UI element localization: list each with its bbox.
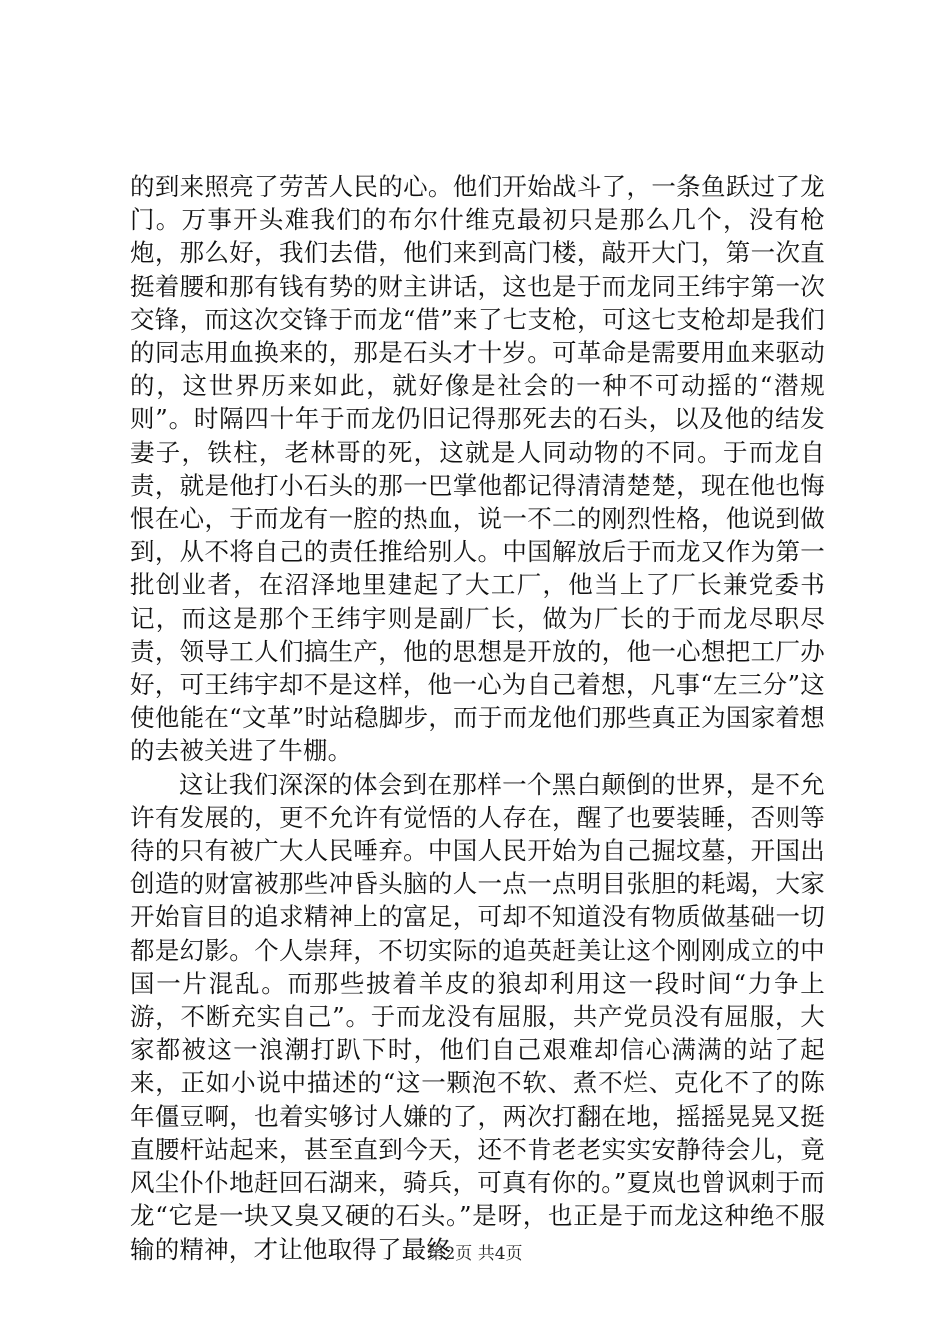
paragraph-2: 这让我们深深的体会到在那样一个黑白颠倒的世界，是不允许有发展的，更不允许有觉悟的人存在，醒了也要装睡，否则等待的只有被广大人民唾弃。中国人民开始为自己掘坟墓，开国出创造的财富被那些冲昏头脑的人一点一点明目张胆的耗竭，大家开始盲目的追求精神上的富足，可却不知道没有物质做基础一切都是幻影。个人崇拜，不切实际的追英赶美让这个刚刚成立的中国一片混乱。而那些披着羊皮的狼却利用这一段时间“力争上游，不断充实自己”。于而龙没有屈服，共产党员没有屈服，大家都被这一浪潮打趴下时，他们自己艰难却信心满满的站了起来，正如小说中描述的“这一颗泡不软、煮不烂、克化不了的陈年僵豆啊，也着实够讨人嫌的了，两次打翻在地，摇摇晃晃又挺直腰杆站起来，甚至直到今天，还不肯老老实实安静待会儿，竟风尘仆仆地赶回石湖来，骑兵，可真有你的。”夏岚也曾讽刺于而龙“它是一块又臭又硬的石头。”是呀，也正是于而龙这种绝不服输的精神，才让他取得了最终: [130, 769, 825, 1264]
page-number-footer: 第2页 共4页: [427, 1244, 523, 1264]
document-body: [130, 170, 825, 1266]
paragraph-1: 的到来照亮了劳苦人民的心。他们开始战斗了，一条鱼跃过了龙门。万事开头难我们的布尔什维克最初只是那么几个，没有枪炮，那么好，我们去借，他们来到高门楼，敲开大门，第一次直挺着腰和那有钱有势的财主讲话，这也是于而龙同王纬宇第一次交锋，而这次交锋于而龙“借”来了七支枪，可这七支枪却是我们的同志用血换来的，那是石头才十岁。可革命是需要用血来驱动的，这世界历来如此，就好像是社会的一种不可动摇的“潜规则”。时隔四十年于而龙仍旧记得那死去的石头，以及他的结发妻子，铁柱，老林哥的死，这就是人同动物的不同。于而龙自责，就是他打小石头的那一巴掌他都记得清清楚楚，现在他也悔恨在心，于而龙有一腔的热血，说一不二的刚烈性格，他说到做到，从不将自己的责任推给别人。中国解放后于而龙又作为第一批创业者，在沼泽地里建起了大工厂，他当上了厂长兼党委书记，而这是那个王纬宇则是副厂长，做为厂长的于而龙尽职尽责，领导工人们搞生产，他的思想是开放的，他一心想把工厂办好，可王纬宇却不是这样，他一心为自己着想，凡事“左三分”这使他能在“文革”时站稳脚步，而于而龙他们那些真正为国家着想的去被关进了牛棚。: [130, 172, 825, 766]
